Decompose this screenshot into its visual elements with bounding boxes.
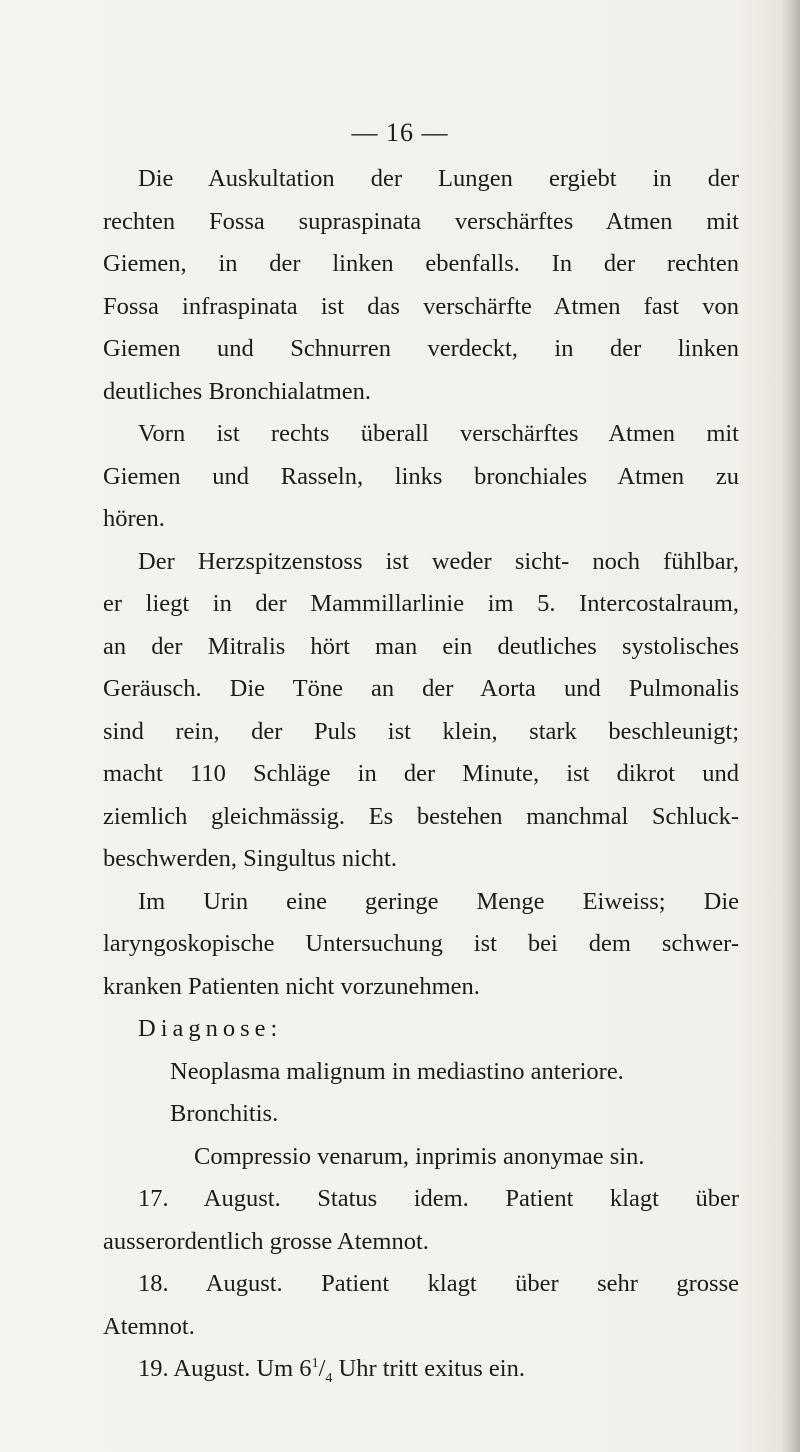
text-line: hören. (103, 505, 165, 532)
diagnosis-item: Neoplasma malignum in mediastino anteriore. (170, 1057, 624, 1085)
text-line: er liegt in der Mammillarlinie im 5. Intercostalraum, (103, 590, 739, 617)
body-text (103, 158, 739, 1391)
text-line: 18. August. Patient klagt über sehr grosse (138, 1270, 739, 1297)
text-line: an der Mitralis hört man ein deutliches systolisches (103, 632, 739, 660)
text-line: Atemnot. (103, 1312, 195, 1340)
fraction-denominator: 4 (325, 1370, 333, 1386)
text-line: Vorn ist rechts überall verschärftes Atmen mit (138, 420, 739, 447)
text-fragment: 19. August. Um 6 (138, 1355, 312, 1382)
page-edge-shadow (782, 0, 800, 1452)
text-line: 19. August. Um $6^1/_4$ Uhr tritt exitus ein. (138, 1355, 525, 1386)
text-line: Giemen und Rasseln, links bronchiales Atmen zu (103, 462, 739, 490)
diagnosis-item: Compressio venarum, inprimis anonymae sin. (194, 1142, 645, 1170)
diagnosis-heading: Diagnose: (138, 1015, 283, 1042)
text-line: Der Herzspitzenstoss ist weder sicht- noch fühlbar, (138, 547, 739, 575)
page-number: — 16 — (351, 118, 449, 147)
text-line: Giemen, in der linken ebenfalls. In der rechten (103, 250, 739, 277)
text-line: Die Auskultation der Lungen ergiebt in der (138, 165, 739, 192)
diagnosis-item: Bronchitis. (170, 1100, 279, 1127)
text-line: sind rein, der Puls ist klein, stark beschleunigt; (103, 717, 739, 745)
fraction-numerator: 1 (311, 1355, 319, 1371)
text-line: deutliches Bronchialatmen. (103, 377, 372, 405)
text-line: macht 110 Schläge in der Minute, ist dikrot und (103, 760, 739, 787)
text-line: Im Urin eine geringe Menge Eiweiss; Die (138, 887, 739, 915)
text-line: Fossa infraspinata ist das verschärfte Atmen fast von (103, 292, 739, 320)
text-line: rechten Fossa supraspinata verschärftes Atmen mit (103, 207, 739, 235)
text-fragment: Uhr tritt exitus ein. (332, 1355, 525, 1382)
text-line: Geräusch. Die Töne an der Aorta und Pulmonalis (103, 675, 739, 702)
text-line: laryngoskopische Untersuchung ist bei dem schwer- (103, 930, 739, 957)
text-line: 17. August. Status idem. Patient klagt über (138, 1185, 739, 1212)
text-line: Giemen und Schnurren verdeckt, in der linken (103, 335, 739, 362)
text-line: ausserordentlich grosse Atemnot. (103, 1227, 429, 1255)
text-line: kranken Patienten nicht vorzunehmen. (103, 972, 480, 1000)
text-line: ziemlich gleichmässig. Es bestehen manchmal Schluck- (103, 802, 739, 830)
text-line: beschwerden, Singultus nicht. (103, 845, 397, 872)
